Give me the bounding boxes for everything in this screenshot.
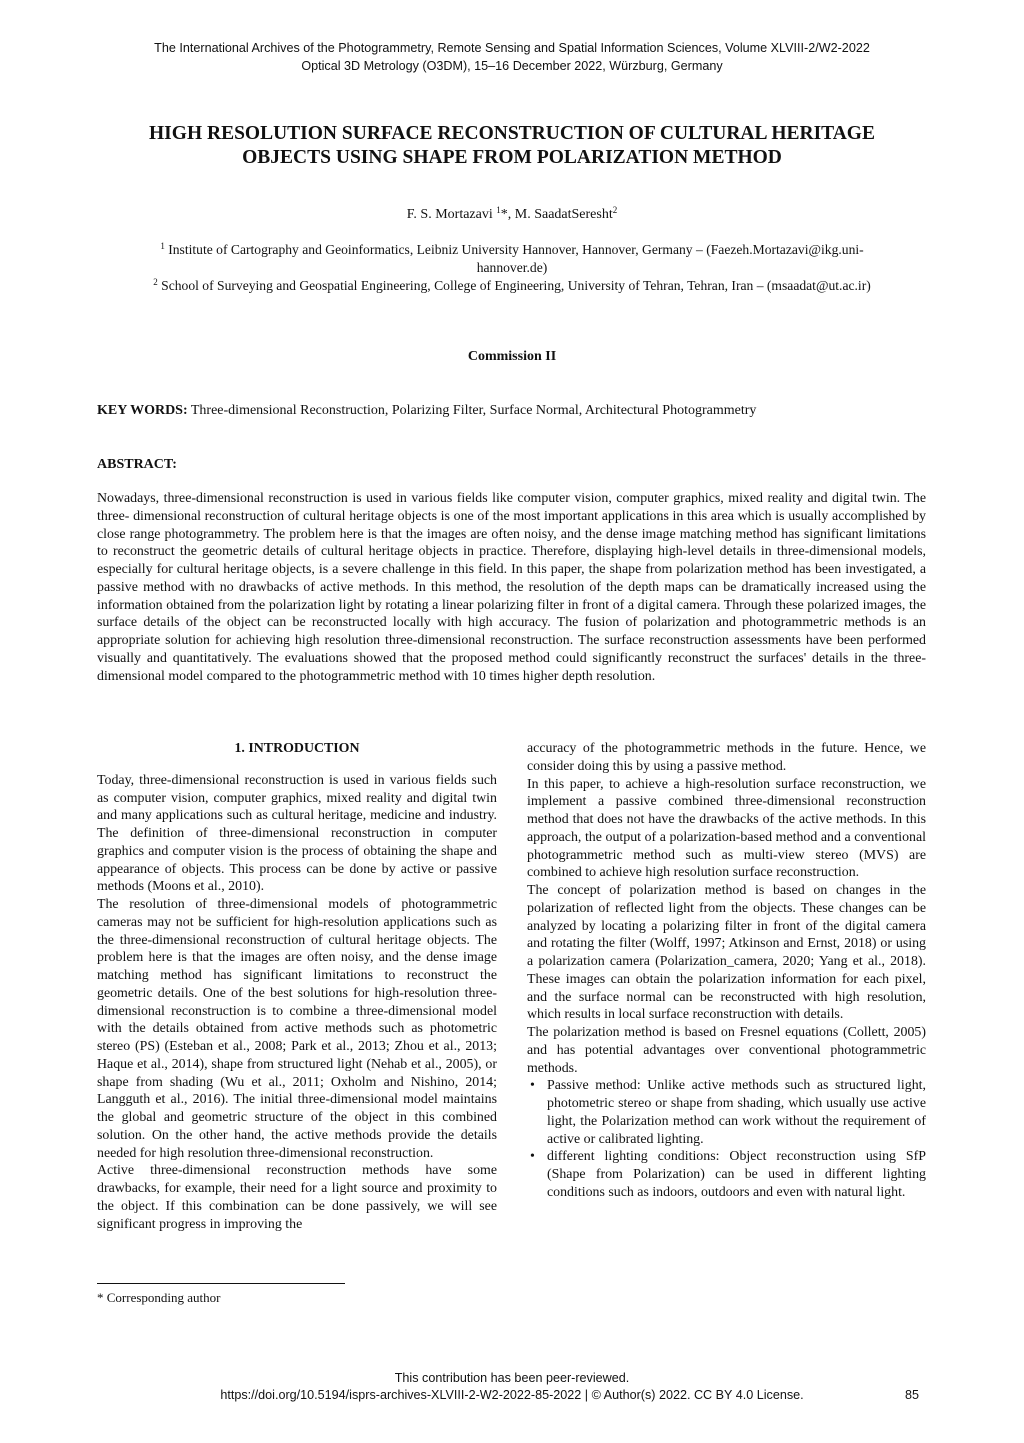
affiliation-2 bbox=[60, 277, 964, 295]
footnote: * Corresponding author bbox=[97, 1290, 221, 1305]
paper-title-line1: HIGH RESOLUTION SURFACE RECONSTRUCTION OF CULTURAL HERITAGE bbox=[149, 123, 875, 144]
footer-peer-review: This contribution has been peer-reviewed. bbox=[394, 1371, 630, 1385]
right-column bbox=[527, 740, 926, 1202]
paper-title-line2: OBJECTS USING SHAPE FROM POLARIZATION METHOD bbox=[242, 147, 782, 168]
left-column bbox=[97, 740, 497, 1233]
intro-paragraph-6: The polarization method is based on Fresnel equations (Collett, 2005) and has potential advantages over conventional photogrammetric methods. bbox=[527, 1025, 926, 1076]
author-list bbox=[60, 206, 964, 224]
advantages-list bbox=[527, 1077, 926, 1201]
footer-doi-license: https://doi.org/10.5194/isprs-archives-XLVIII-2-W2-2022-85-2022 | © Author(s) 2022. CC BY 4.0 License. bbox=[220, 1388, 804, 1402]
author-1-affiliation-mark: 1 bbox=[496, 205, 501, 215]
keywords bbox=[97, 402, 927, 420]
list-item-text: Passive method: Unlike active methods such as structured light, photometric stereo or shape from shading, which usually use active light, the Polarization method can work without the requirement of active or calibrated lighting. bbox=[547, 1078, 926, 1147]
list-item-text: different lighting conditions: Object reconstruction using SfP (Shape from Polarization) can be used in different lighting conditions such as indoors, outdoors and even with natural light. bbox=[547, 1149, 926, 1200]
bullet-icon: • bbox=[530, 1078, 535, 1094]
intro-paragraph-5: The concept of polarization method is based on changes in the polarization of reflected light from the objects. These changes can be analyzed by locating a polarizing filter in front of the digital camera and rotating the filter (Wolff, 1997; Atkinson and Ernst, 2018) or using a polarization camera (Polarization_camera, 2020; Yang et al., 2018). These images can obtain the polarization information for each pixel, and the surface normal can be reconstructed with high resolution, which results in local surface reconstruction with details. bbox=[527, 883, 926, 1023]
keywords-text: Three-dimensional Reconstruction, Polarizing Filter, Surface Normal, Architectural Photogrammetry bbox=[187, 403, 757, 418]
intro-paragraph-3-continued: accuracy of the photogrammetric methods in the future. Hence, we consider doing this by using a passive method. bbox=[527, 741, 926, 774]
running-header-line1: The International Archives of the Photogrammetry, Remote Sensing and Spatial Information Sciences, Volume XLVIII-2/W2-2022 bbox=[154, 41, 870, 55]
running-header-line2: Optical 3D Metrology (O3DM), 15–16 December 2022, Würzburg, Germany bbox=[301, 59, 723, 73]
abstract-text: Nowadays, three-dimensional reconstruction is used in various fields like computer vision, computer graphics, mixed reality and digital twin. The three- dimensional reconstruction of cultural heritage objects is one of the most important applications in this area which is usually accomplished by close range photogrammetry. The problem here is that the images are often noisy, and the dense image matching method has significant limitations to reconstruct the geometric details of cultural heritage objects in practice. Therefore, displaying high-level details in three-dimensional models, especially for cultural heritage objects, is a severe challenge in this field. In this paper, the shape from polarization method has been investigated, a passive method with no drawbacks of active methods. In this method, the resolution of the depth maps can be dramatically increased using the information obtained from the polarization light by rotating a linear polarizing filter in front of a digital camera. Through these polarized images, the surface details of the object can be reconstructed locally with high accuracy. The fusion of polarization and photogrammetric methods is an appropriate solution for achieving high resolution three-dimensional reconstruction. The surface reconstruction assessments have been performed visually and quantitatively. The evaluations showed that the proposed method could significantly reconstruct the surfaces' details in the three-dimensional model compared to the photogrammetric method with 10 times higher depth resolution. bbox=[97, 491, 926, 684]
abstract-heading: ABSTRACT: bbox=[97, 457, 177, 472]
list-item bbox=[527, 1077, 926, 1148]
bullet-icon: • bbox=[530, 1149, 535, 1165]
author-2: M. SaadatSeresht bbox=[514, 207, 613, 222]
author-1: F. S. Mortazavi bbox=[406, 207, 497, 222]
list-item bbox=[527, 1148, 926, 1201]
footnote-divider bbox=[97, 1283, 345, 1284]
intro-paragraph-2: The resolution of three-dimensional models of photogrammetric cameras may not be sufficient for high-resolution applications such as the three-dimensional reconstruction of cultural heritage objects. The problem here is that the images are often noisy, and the dense image matching method has significant limitations to reconstruct the geometric details. One of the best solutions for high-resolution three-dimensional reconstruction is to combine a three-dimensional model with the details obtained from active methods such as photometric stereo (PS) (Esteban et al., 2008; Park et al., 2013; Zhou et al., 2013; Haque et al., 2014), shape from structured light (Nehab et al., 2005), or shape from shading (Wu et al., 2011; Oxholm and Nishino, 2014; Langguth et al., 2016). The initial three-dimensional model maintains the global and geometric structure of the object in this combined solution. On the other hand, the active methods provide the details needed for high resolution three-dimensional reconstruction. bbox=[97, 897, 497, 1161]
affiliation-1-line2: hannover.de) bbox=[476, 260, 548, 275]
paper-title bbox=[60, 122, 964, 170]
affiliation-1 bbox=[96, 241, 928, 277]
affiliation-2-mark: 2 bbox=[153, 277, 158, 287]
intro-paragraph-4: In this paper, to achieve a high-resolution surface reconstruction, we implement a passive combined three-dimensional reconstruction method that does not have the drawbacks of the active methods. In this approach, the output of a polarization-based method and a conventional photogrammetric method such as multi-view stereo (MVS) are combined to achieve high resolution surface reconstruction. bbox=[527, 776, 926, 881]
commission: Commission II bbox=[467, 349, 557, 364]
affiliation-1-mark: 1 bbox=[160, 241, 165, 251]
affiliation-2-line1: School of Surveying and Geospatial Engineering, College of Engineering, University of Tehran, Tehran, Iran – (msaadat@ut.ac.ir) bbox=[157, 278, 871, 293]
affiliation-1-line1: Institute of Cartography and Geoinformatics, Leibniz University Hannover, Hannover, Germany – (Faezeh.Mortazavi@ikg.uni- bbox=[164, 242, 864, 257]
intro-paragraph-3: Active three-dimensional reconstruction methods have some drawbacks, for example, their need for a light source and proximity to the object. If this combination can be done passively, we will see significant progress in improving the bbox=[97, 1163, 497, 1232]
corresponding-mark: *, bbox=[500, 207, 515, 222]
author-2-affiliation-mark: 2 bbox=[612, 205, 618, 215]
page-number: 85 bbox=[905, 1388, 920, 1402]
section-heading-introduction: 1. INTRODUCTION bbox=[234, 741, 360, 756]
intro-paragraph-1: Today, three-dimensional reconstruction is used in various fields such as computer vision, computer graphics, mixed reality and digital twin and many applications such as cultural heritage, medicine and industry. The definition of three-dimensional reconstruction in computer graphics and computer vision is the process of obtaining the shape and appearance of objects. This process can be done by active or passive methods (Moons et al., 2010). bbox=[97, 772, 497, 895]
keywords-label: KEY WORDS: bbox=[97, 403, 188, 418]
